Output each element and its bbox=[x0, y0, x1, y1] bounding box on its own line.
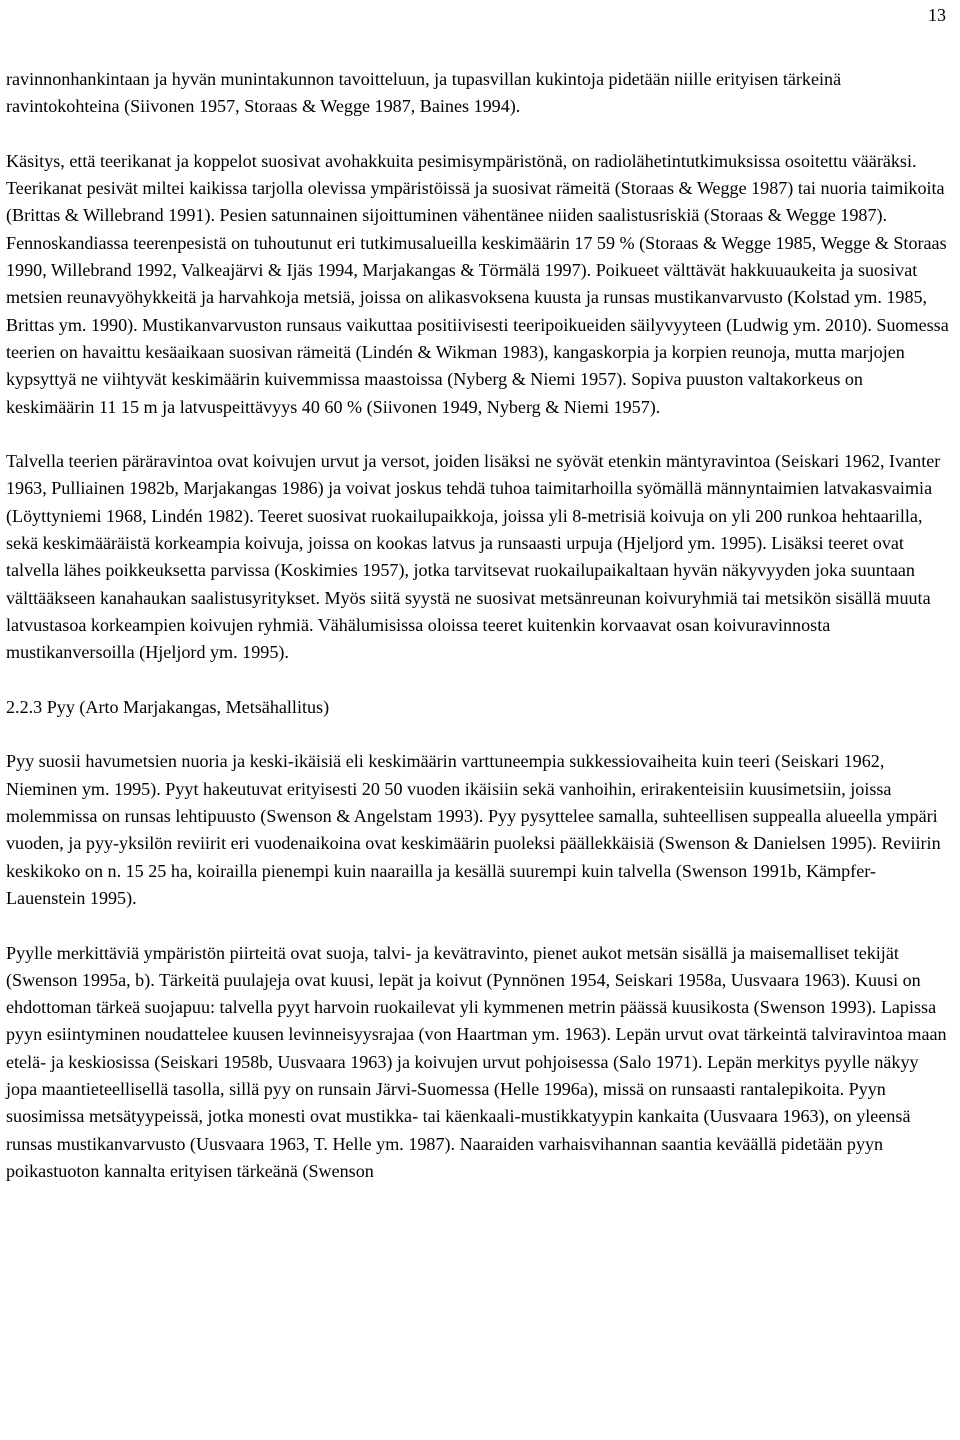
paragraph: Pyy suosii havumetsien nuoria ja keski-ikäisiä eli keskimäärin varttuneempia sukkessiovaiheita kuin teeri (Seiskari 1962, Nieminen ym. 1995). Pyyt hakeutuvat erityisesti 20 50 vuoden ikäisiin sekä vanhoihin, erirakenteisiin kuusimetsiin, joissa molemmissa on runsas lehtipuusto (Swenson & Angelstam 1993). Pyy pysyttelee samalla, suhteellisen suppealla alueella ympäri vuoden, ja pyy-yksilön reviirit eri vuodenaikoina ovat keskimäärin puoleksi päällekkäisiä (Swenson & Danielsen 1995). Reviirin keskikoko on n. 15 25 ha, koirailla pienempi kuin naarailla ja kesällä suurempi kuin talvella (Swenson 1991b, Kämpfer-Lauenstein 1995). bbox=[6, 751, 941, 908]
paragraph: Pyylle merkittäviä ympäristön piirteitä ovat suoja, talvi- ja kevätravinto, pienet aukot metsän sisällä ja maisemalliset tekijät (Swenson 1995a, b). Tärkeitä puulajeja ovat kuusi, lepät ja koivut (Pynnönen 1954, Seiskari 1958a, Uusvaara 1963). Kuusi on ehdottoman tärkeä suojapuu: talvella pyyt harvoin ruokailevat yli kymmenen metrin päässä kuusikosta (Swenson 1993). Lapissa pyyn esiintyminen noudattelee kuusen levinneisyysrajaa (von Haartman ym. 1963). Lepän urvut ovat tärkeintä talviravintoa maan etelä- ja keskiosissa (Seiskari 1958b, Uusvaara 1963) ja koivujen urvut pohjoisessa (Salo 1971). Lepän merkitys pyylle näkyy jopa maantieteellisellä tasolla, sillä pyy on runsain Järvi-Suomessa (Helle 1996a), missä on runsaasti rantalepikoita. Pyyn suosimissa metsätyypeissä, jotka monesti ovat mustikka- tai käenkaali-mustikkatyypin kankaita (Uusvaara 1963), on yleensä runsas mustikanvarvusto (Uusvaara 1963, T. Helle ym. 1987). Naaraiden varhaisvihannan saantia keväällä pidetään pyyn poikastuoton kannalta erityisen tärkeänä (Swenson bbox=[6, 942, 947, 1181]
document-body bbox=[6, 66, 950, 1185]
paragraph: ravinnonhankintaan ja hyvän munintakunnon tavoitteluun, ja tupasvillan kukintoja pidetään niille erityisen tärkeinä ravintokohteina (Siivonen 1957, Storaas & Wegge 1987, Baines 1994). bbox=[6, 69, 842, 117]
paragraph: Talvella teerien päräravintoa ovat koivujen urvut ja versot, joiden lisäksi ne syövät etenkin mäntyravintoa (Seiskari 1962, Ivanter 1963, Pulliainen 1982b, Marjakangas 1986) ja voivat joskus tehdä tuhoa taimitarhoilla syömällä männyntaimien latvakasvaimia (Löyttyniemi 1968, Lindén 1982). Teeret suosivat ruokailupaikkoja, joissa yli 8-metrisiä koivuja on yli 200 runkoa hehtaarilla, sekä keskimääräistä korkeampia koivuja, joissa on kookas latvus ja runsaasti urpuja (Hjeljord ym. 1995). Lisäksi teeret ovat talvella lähes poikkeuksetta parvissa (Koskimies 1957), jotka tarvitsevat ruokailupaikaltaan hyvän näkyvyyden joka suuntaan välttääkseen kanahaukan saalistusyritykset. Myös siitä syystä ne suosivat metsänreunan koivuryhmiä tai metsikön sisällä muuta latvustasoa korkeampien koivujen ryhmiä. Vähälumisissa oloissa teeret kuitenkin korvaavat osan koivuravinnosta mustikanversoilla (Hjeljord ym. 1995). bbox=[6, 451, 941, 663]
paragraph: Käsitys, että teerikanat ja koppelot suosivat avohakkuita pesimisympäristönä, on radiolähetintutkimuksissa osoitettu vääräksi. Teerikanat pesivät miltei kaikissa tarjolla olevissa ympäristöissä ja suosivat rämeitä (Storaas & Wegge 1987) tai nuoria taimikoita (Brittas & Willebrand 1991). Pesien satunnainen sijoittuminen vähentänee niiden saalistusriskiä (Storaas & Wegge 1987). Fennoskandiassa teerenpesistä on tuhoutunut eri tutkimusalueilla keskimäärin 17 59 % (Storaas & Wegge 1985, Wegge & Storaas 1990, Willebrand 1992, Valkeajärvi & Ijäs 1994, Marjakangas & Törmälä 1997). Poikueet välttävät hakkuuaukeita ja suosivat metsien reunavyöhykkeitä ja harvahkoja metsiä, joissa on alikasvoksena kuusta ja runsas mustikanvarvusto (Kolstad ym. 1985, Brittas ym. 1990). Mustikanvarvuston runsaus vaikuttaa positiivisesti teeripoikueiden säilyvyyteen (Ludwig ym. 2010). Suomessa teerien on havaittu kesäaikaan suosivan rämeitä (Lindén & Wikman 1983), kangaskorpia ja korpien reunoja, mutta marjojen kypsyttyä ne viihtyvät keskimäärin kuivemmissa maastoissa (Nyberg & Niemi 1957). Sopiva puuston valtakorkeus on keskimäärin 11 15 m ja latvuspeittävyys 40 60 % (Siivonen 1949, Nyberg & Niemi 1957). bbox=[6, 150, 949, 417]
section-heading: 2.2.3 Pyy (Arto Marjakangas, Metsähallitus) bbox=[6, 696, 330, 717]
page-number: 13 bbox=[928, 5, 946, 25]
